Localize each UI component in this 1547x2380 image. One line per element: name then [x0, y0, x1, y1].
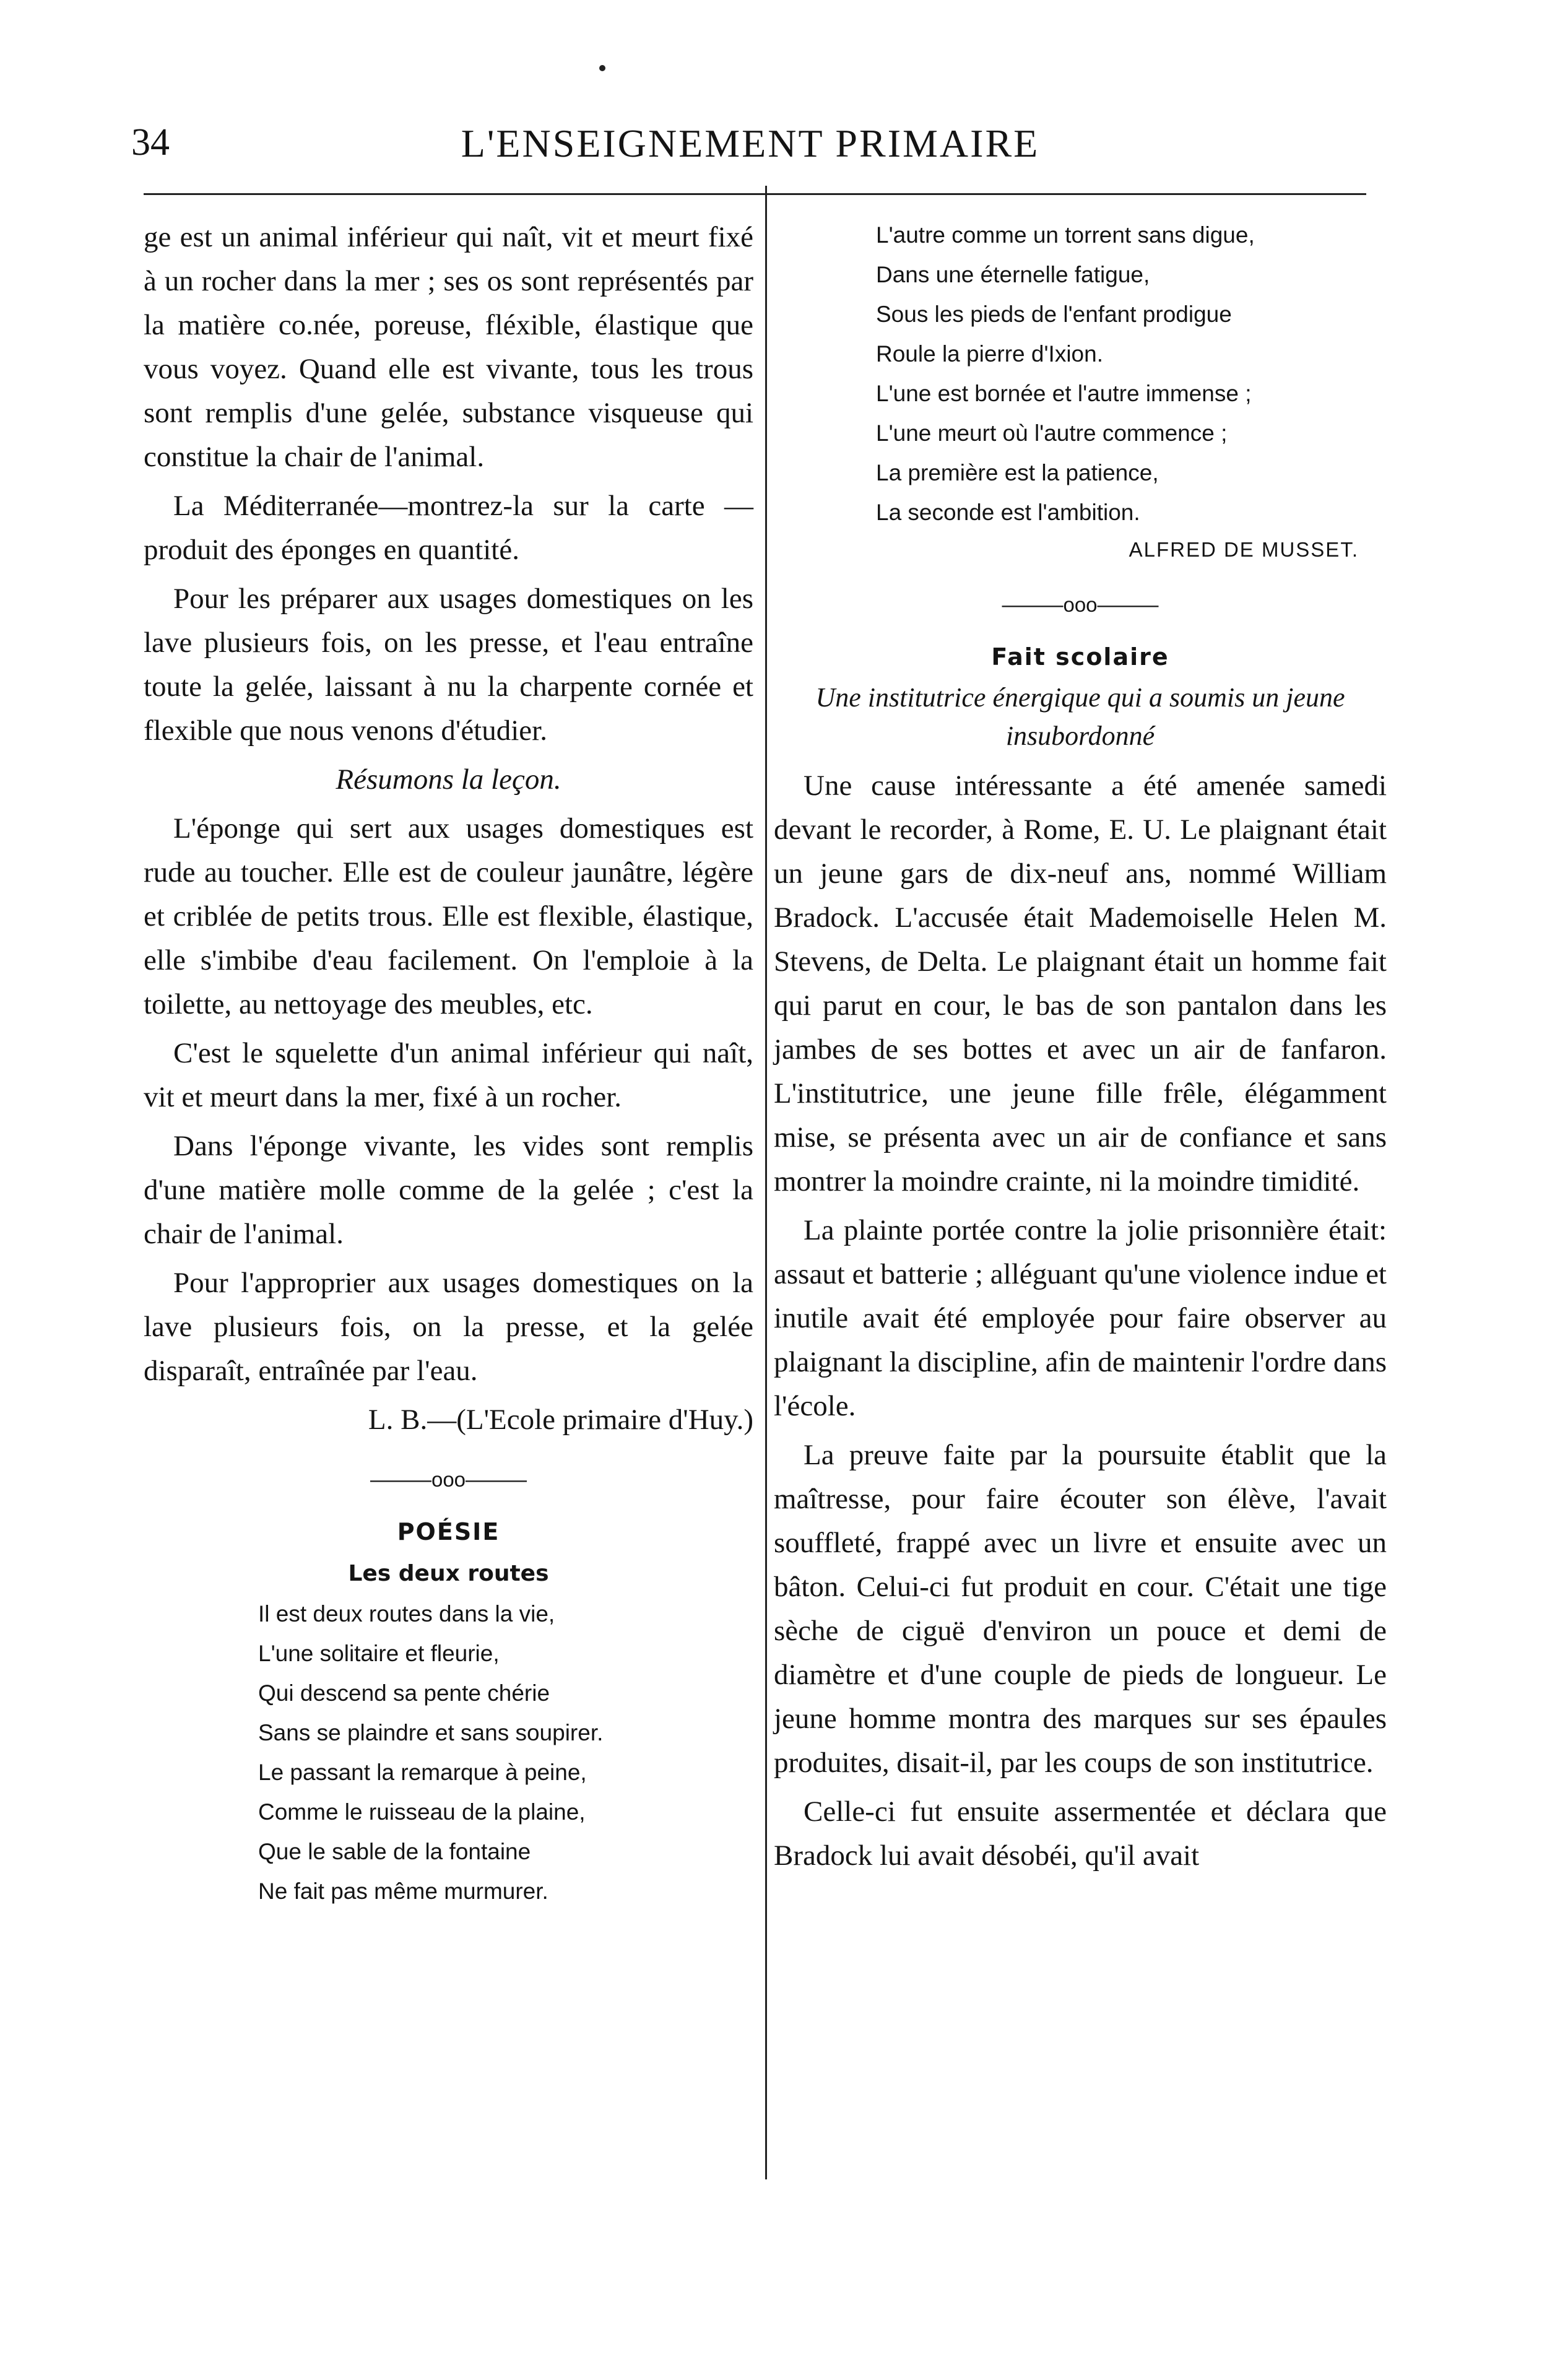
separator: ———ooo——— — [1002, 593, 1159, 616]
right-column — [774, 215, 1387, 1883]
source-citation: L. B.—(L'Ecole primaire d'Huy.) — [368, 1404, 753, 1436]
poem-line: Qui descend sa pente chérie — [258, 1680, 550, 1706]
paragraph: La plainte portée contre la jolie prisonnière était: assaut et batterie ; alléguant qu'une violence indue et inutile avait été employée pour faire observer au plaignant la discipline, afin de maintenir l'ordre dans l'école. — [774, 1214, 1387, 1422]
poem-line: Sans se plaindre et sans soupirer. — [258, 1720, 604, 1745]
poem-line: Comme le ruisseau de la plaine, — [258, 1799, 586, 1825]
poem-line: Sous les pieds de l'enfant prodigue — [876, 302, 1232, 327]
paragraph: Pour l'approprier aux usages domestiques on la lave plusieurs fois, on la presse, et la gelée disparaît, entraînée par l'eau. — [144, 1267, 753, 1387]
paragraph: Une cause intéressante a été amenée samedi devant le recorder, à Rome, E. U. Le plaignant était un jeune gars de dix-neuf ans, nommé William Bradock. L'accusée était Mademoiselle Helen M. Stevens, de Delta. Le plaignant était un homme fait qui parut en cour, le bas de son pantalon dans les jambes de ses bottes et avec un air de fanfaron. L'institutrice, une jeune fille frêle, élégamment mise, se présenta avec un air de confiance et sans montrer la moindre crainte, ni la moindre timidité. — [774, 770, 1387, 1197]
poem-line: Dans une éternelle fatigue, — [876, 262, 1150, 287]
ink-speck — [599, 65, 605, 71]
paragraph: ge est un animal inférieur qui naît, vit et meurt fixé à un rocher dans la mer ; ses os sont représentés par la matière co.née, poreuse, fléxible, élastique que vous voyez. Quand elle est vivante, tous les trous sont remplis d'une gelée, substance visqueuse qui constitue la chair de l'animal. — [144, 221, 753, 473]
separator: ———ooo——— — [370, 1468, 527, 1491]
paragraph: L'éponge qui sert aux usages domestiques est rude au toucher. Elle est de couleur jaunâtre, légère et criblée de petits trous. Elle est flexible, élastique, elle s'imbibe d'eau facilement. On l'emploie à la toilette, au nettoyage des meubles, etc. — [144, 812, 753, 1020]
poem-line: La seconde est l'ambition. — [876, 500, 1140, 525]
poem — [144, 1594, 753, 1911]
summary-heading: Résumons la leçon. — [336, 763, 561, 796]
paragraph: La preuve faite par la poursuite établit que la maîtresse, pour faire écouter son élève, l'avait souffleté, frappé avec un livre et ensuite avec un bâton. Celui-ci fut produit en cour. C'était une tige sèche de ciguë d'environ un pouce et demi de diamètre et d'une couple de pieds de longueur. Le jeune homme montra des marques sur ses épaules produites, disait-il, par les coups de son institutrice. — [774, 1439, 1387, 1779]
poem-line: La première est la patience, — [876, 460, 1159, 485]
paragraph: C'est le squelette d'un animal inférieur qui naît, vit et meurt dans la mer, fixé à un rocher. — [144, 1037, 753, 1113]
poem-line: Ne fait pas même murmurer. — [258, 1878, 548, 1904]
paragraph: Pour les préparer aux usages domestiques on les lave plusieurs fois, on les presse, et l'eau entraîne toute la gelée, laissant à nu la charpente cornée et flexible que nous venons d'étudier. — [144, 583, 753, 747]
section-heading: Fait scolaire — [991, 643, 1169, 671]
page-number: 34 — [131, 121, 170, 163]
page-header — [131, 121, 1369, 176]
poem-line: Roule la pierre d'Ixion. — [876, 341, 1103, 367]
poem-line: Il est deux routes dans la vie, — [258, 1601, 555, 1626]
poem-title: Les deux routes — [348, 1561, 549, 1586]
poem — [774, 215, 1387, 532]
paragraph: Celle-ci fut ensuite assermentée et déclara que Bradock lui avait désobéi, qu'il avait — [774, 1796, 1387, 1872]
poem-line: L'une est bornée et l'autre immense ; — [876, 381, 1252, 406]
article-title: Une institutrice énergique qui a soumis un jeune insubordonné — [815, 682, 1345, 751]
left-column — [144, 215, 753, 1911]
column-divider — [765, 186, 767, 2179]
paragraph: Dans l'éponge vivante, les vides sont remplis d'une matière molle comme de la gelée ; c'est la chair de l'animal. — [144, 1130, 753, 1250]
poem-line: Le passant la remarque à peine, — [258, 1760, 587, 1785]
header-rule — [144, 193, 1366, 195]
poem-line: L'une solitaire et fleurie, — [258, 1641, 500, 1666]
poem-line: Que le sable de la fontaine — [258, 1839, 531, 1864]
paragraph: La Méditerranée—montrez-la sur la carte —produit des éponges en quantité. — [144, 490, 753, 566]
section-heading: POÉSIE — [397, 1518, 500, 1545]
poem-line: L'une meurt où l'autre commence ; — [876, 420, 1228, 446]
running-title: L'ENSEIGNEMENT PRIMAIRE — [461, 121, 1040, 165]
poem-line: L'autre comme un torrent sans digue, — [876, 222, 1255, 248]
poem-author: ALFRED DE MUSSET. — [1129, 538, 1359, 561]
